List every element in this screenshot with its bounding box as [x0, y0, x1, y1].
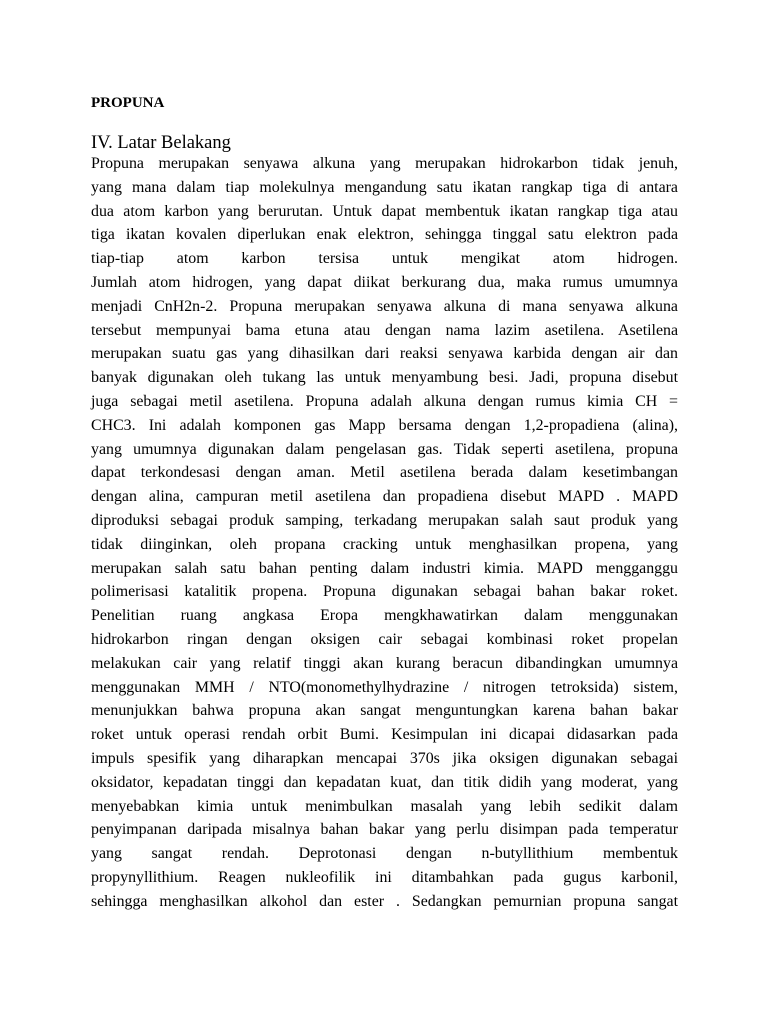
paragraph-line: impuls spesifik yang diharapkan mencapai 370s jika oksigen digunakan sebagai [91, 749, 678, 767]
document-title: PROPUNA [91, 95, 165, 111]
paragraph-line: juga sebagai metil asetilena. Propuna adalah alkuna dengan rumus kimia CH = [91, 392, 678, 410]
paragraph-line: tersebut mempunyai bama etuna atau dengan nama lazim asetilena. Asetilena [91, 321, 678, 339]
paragraph-line: tiga ikatan kovalen diperlukan enak elektron, sehingga tinggal satu elektron pada [91, 226, 678, 244]
paragraph-line: hidrokarbon ringan dengan oksigen cair sebagai kombinasi roket propelan [91, 630, 678, 648]
paragraph-line: Penelitian ruang angkasa Eropa mengkhawatirkan dalam menggunakan [91, 607, 678, 625]
paragraph-line: dengan alina, campuran metil asetilena dan propadiena disebut MAPD . MAPD [91, 488, 678, 506]
paragraph-line: dua atom karbon yang berurutan. Untuk dapat membentuk ikatan rangkap tiga atau [91, 202, 678, 220]
paragraph-line: Propuna merupakan senyawa alkuna yang merupakan hidrokarbon tidak jenuh, [91, 155, 678, 172]
paragraph-line: CHC3. Ini adalah komponen gas Mapp bersama dengan 1,2-propadiena (alina), [91, 416, 678, 434]
paragraph-line: roket untuk operasi rendah orbit Bumi. Kesimpulan ini dicapai didasarkan pada [91, 726, 678, 744]
paragraph-line: melakukan cair yang relatif tinggi akan kurang beracun dibandingkan umumnya [91, 654, 678, 672]
paragraph-line: polimerisasi katalitik propena. Propuna digunakan sebagai bahan bakar roket. [91, 583, 678, 601]
paragraph-line: penyimpanan daripada misalnya bahan bakar yang perlu disimpan pada temperatur [91, 821, 678, 839]
paragraph-line: diproduksi sebagai produk samping, terkadang merupakan salah saut produk yang [91, 511, 678, 529]
paragraph-line: yang sangat rendah. Deprotonasi dengan n-butyllithium membentuk [91, 845, 678, 863]
section-heading: IV. Latar Belakang [91, 133, 231, 153]
paragraph-line: menggunakan MMH / NTO(monomethylhydrazine / nitrogen tetroksida) sistem, [91, 678, 678, 696]
paragraph-line: tiap-tiap atom karbon tersisa untuk mengikat atom hidrogen. [91, 250, 678, 268]
paragraph-line: yang mana dalam tiap molekulnya mengandung satu ikatan rangkap tiga di antara [91, 178, 678, 196]
paragraph-line: sehingga menghasilkan alkohol dan ester . Sedangkan pemurnian propuna sangat [91, 892, 678, 910]
paragraph-line: merupakan salah satu bahan penting dalam industri kimia. MAPD mengganggu [91, 559, 678, 577]
paragraph-line: oksidator, kepadatan tinggi dan kepadatan kuat, dan titik didih yang moderat, yang [91, 773, 678, 791]
paragraph-line: tidak diinginkan, oleh propana cracking untuk menghasilkan propena, yang [91, 535, 678, 553]
paragraph-line: propynyllithium. Reagen nukleofilik ini ditambahkan pada gugus karbonil, [91, 868, 678, 886]
paragraph-line: menunjukkan bahwa propuna akan sangat menguntungkan karena bahan bakar [91, 702, 678, 720]
paragraph-line: banyak digunakan oleh tukang las untuk menyambung besi. Jadi, propuna disebut [91, 369, 678, 387]
paragraph-line: yang umumnya digunakan dalam pengelasan gas. Tidak seperti asetilena, propuna [91, 440, 678, 458]
body-paragraph [91, 152, 678, 914]
paragraph-line: Jumlah atom hidrogen, yang dapat diikat berkurang dua, maka rumus umumnya [91, 273, 678, 291]
paragraph-line: menjadi CnH2n-2. Propuna merupakan senyawa alkuna di mana senyawa alkuna [91, 297, 678, 315]
paragraph-line: menyebabkan kimia untuk menimbulkan masalah yang lebih sedikit dalam [91, 797, 678, 815]
paragraph-line: dapat terkondesasi dengan aman. Metil asetilena berada dalam kesetimbangan [91, 464, 678, 482]
paragraph-line: merupakan suatu gas yang dihasilkan dari reaksi senyawa karbida dengan air dan [91, 345, 678, 363]
